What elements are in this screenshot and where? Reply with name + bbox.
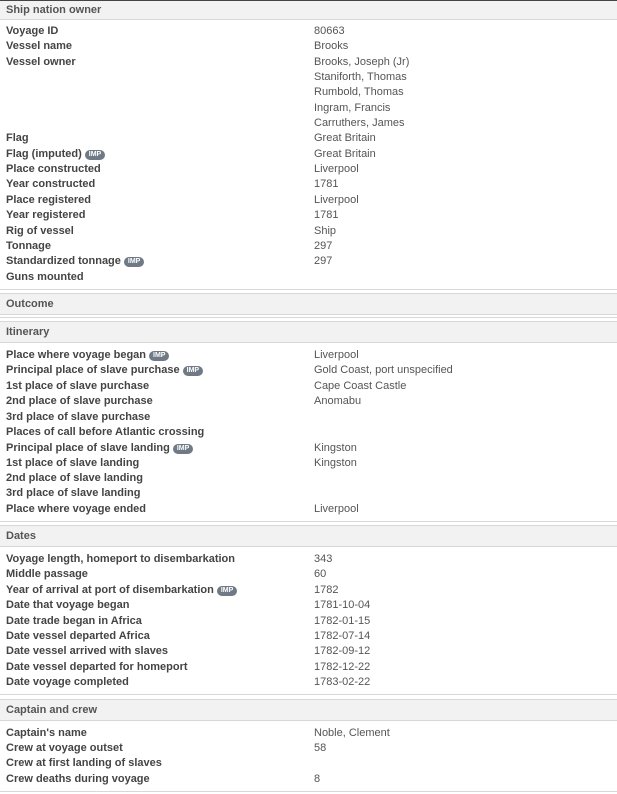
row-voyage-length <box>0 552 617 567</box>
value-voyage-id: 80663 <box>314 25 345 37</box>
section-header-dates: Dates <box>0 525 617 547</box>
value-voyage-ended: Liverpool <box>314 503 359 515</box>
label-crew-deaths: Crew deaths during voyage <box>6 773 150 785</box>
value-landing-1: Kingston <box>314 457 357 469</box>
label-landing-2: 2nd place of slave landing <box>6 472 143 484</box>
imp-badge: IMP <box>183 366 203 376</box>
separator <box>0 289 617 290</box>
label-landing-3: 3rd place of slave landing <box>6 487 141 499</box>
row-vessel-name <box>0 39 617 54</box>
label-voyage-length: Voyage length, homeport to disembarkation <box>6 553 235 565</box>
label-place-constructed: Place constructed <box>6 163 101 175</box>
label-purchase-2: 2nd place of slave purchase <box>6 395 153 407</box>
label-voyage-id: Voyage ID <box>6 25 59 37</box>
label-arrived-slaves: Date vessel arrived with slaves <box>6 645 169 657</box>
row-tonnage <box>0 239 617 254</box>
row-std-tonnage <box>0 254 617 269</box>
value-date-began: 1781-10-04 <box>314 599 371 611</box>
row-place-constructed <box>0 162 617 177</box>
row-voyage-ended <box>0 502 617 517</box>
value-year-registered: 1781 <box>314 209 339 221</box>
label-std-tonnage <box>6 254 144 269</box>
value-voyage-completed: 1783-02-22 <box>314 676 371 688</box>
label-place-registered: Place registered <box>6 194 91 206</box>
row-principal-purchase <box>0 363 617 378</box>
value-place-constructed: Liverpool <box>314 163 359 175</box>
value-captain: Noble, Clement <box>314 727 390 739</box>
label-voyage-began-text: Place where voyage began <box>6 349 147 361</box>
value-owner-4: Ingram, Francis <box>314 102 391 114</box>
section-header-ship: Ship nation owner <box>0 1 617 20</box>
row-date-began <box>0 598 617 613</box>
row-crew-deaths <box>0 772 617 787</box>
label-vessel-name: Vessel name <box>6 40 73 52</box>
row-departed-home <box>0 660 617 675</box>
row-owner-2 <box>0 70 617 85</box>
label-flag-imputed <box>6 147 105 162</box>
row-owner-3 <box>0 85 617 100</box>
value-owner-3: Rumbold, Thomas <box>314 86 404 98</box>
row-voyage-began <box>0 348 617 363</box>
label-tonnage: Tonnage <box>6 240 52 252</box>
label-principal-landing-text: Principal place of slave landing <box>6 442 170 454</box>
value-arrived-slaves: 1782-09-12 <box>314 645 371 657</box>
separator <box>0 694 617 695</box>
value-trade-began: 1782-01-15 <box>314 615 371 627</box>
row-voyage-completed <box>0 675 617 690</box>
row-place-registered <box>0 193 617 208</box>
label-std-tonnage-text: Standardized tonnage <box>6 255 121 267</box>
label-flag-imputed-text: Flag (imputed) <box>6 148 82 160</box>
label-trade-began: Date trade began in Africa <box>6 615 142 627</box>
value-voyage-length: 343 <box>314 553 333 565</box>
imp-badge: IMP <box>124 257 144 267</box>
row-owner-4 <box>0 101 617 116</box>
label-year-registered: Year registered <box>6 209 86 221</box>
label-crew-first-landing: Crew at first landing of slaves <box>6 757 162 769</box>
row-captain <box>0 726 617 741</box>
value-std-tonnage: 297 <box>314 255 333 267</box>
value-departed-africa: 1782-07-14 <box>314 630 371 642</box>
row-landing-2 <box>0 471 617 486</box>
label-principal-purchase <box>6 363 203 378</box>
label-guns: Guns mounted <box>6 271 84 283</box>
label-middle-passage: Middle passage <box>6 568 88 580</box>
label-crew-outset: Crew at voyage outset <box>6 742 123 754</box>
label-purchase-3: 3rd place of slave purchase <box>6 411 151 423</box>
label-landing-1: 1st place of slave landing <box>6 457 140 469</box>
label-year-constructed: Year constructed <box>6 178 96 190</box>
value-principal-landing: Kingston <box>314 442 357 454</box>
row-landing-3 <box>0 486 617 501</box>
separator <box>0 791 617 792</box>
value-voyage-began: Liverpool <box>314 349 359 361</box>
label-departed-home: Date vessel departed for homeport <box>6 661 188 673</box>
row-purchase-3 <box>0 410 617 425</box>
label-voyage-began <box>6 348 169 363</box>
label-flag: Flag <box>6 132 29 144</box>
row-flag-imputed <box>0 147 617 162</box>
imp-badge: IMP <box>149 351 169 361</box>
value-departed-home: 1782-12-22 <box>314 661 371 673</box>
value-purchase-2: Anomabu <box>314 395 362 407</box>
row-purchase-1 <box>0 379 617 394</box>
value-owner-1: Brooks, Joseph (Jr) <box>314 56 410 68</box>
value-arrival-year: 1782 <box>314 584 339 596</box>
value-middle-passage: 60 <box>314 568 327 580</box>
row-vessel-owner <box>0 55 617 70</box>
label-calls: Places of call before Atlantic crossing <box>6 426 205 438</box>
label-arrival-year <box>6 583 237 598</box>
value-crew-outset: 58 <box>314 742 327 754</box>
row-arrived-slaves <box>0 644 617 659</box>
imp-badge: IMP <box>173 444 193 454</box>
label-principal-landing <box>6 441 193 456</box>
row-crew-outset <box>0 741 617 756</box>
label-captain: Captain's name <box>6 727 87 739</box>
row-purchase-2 <box>0 394 617 409</box>
row-year-constructed <box>0 177 617 192</box>
separator <box>0 521 617 522</box>
value-flag: Great Britain <box>314 132 376 144</box>
row-owner-5 <box>0 116 617 131</box>
row-rig <box>0 224 617 239</box>
label-purchase-1: 1st place of slave purchase <box>6 380 150 392</box>
row-arrival-year <box>0 583 617 598</box>
label-voyage-completed: Date voyage completed <box>6 676 129 688</box>
label-arrival-year-text: Year of arrival at port of disembarkation <box>6 584 214 596</box>
label-vessel-owner: Vessel owner <box>6 56 76 68</box>
row-crew-first-landing <box>0 756 617 771</box>
separator <box>0 317 617 318</box>
row-landing-1 <box>0 456 617 471</box>
row-flag <box>0 131 617 146</box>
imp-badge: IMP <box>85 150 105 160</box>
label-rig: Rig of vessel <box>6 225 74 237</box>
imp-badge: IMP <box>217 586 237 596</box>
value-place-registered: Liverpool <box>314 194 359 206</box>
row-year-registered <box>0 208 617 223</box>
row-principal-landing <box>0 441 617 456</box>
section-header-crew: Captain and crew <box>0 699 617 721</box>
row-calls <box>0 425 617 440</box>
label-departed-africa: Date vessel departed Africa <box>6 630 150 642</box>
value-year-constructed: 1781 <box>314 178 339 190</box>
value-rig: Ship <box>314 225 337 237</box>
value-owner-2: Staniforth, Thomas <box>314 71 407 83</box>
value-owner-5: Carruthers, James <box>314 117 405 129</box>
row-voyage-id <box>0 24 617 39</box>
value-tonnage: 297 <box>314 240 333 252</box>
row-trade-began <box>0 614 617 629</box>
value-purchase-1: Cape Coast Castle <box>314 380 407 392</box>
section-header-outcome: Outcome <box>0 293 617 315</box>
label-principal-purchase-text: Principal place of slave purchase <box>6 364 180 376</box>
section-header-itinerary: Itinerary <box>0 321 617 343</box>
value-principal-purchase: Gold Coast, port unspecified <box>314 364 453 376</box>
label-date-began: Date that voyage began <box>6 599 130 611</box>
value-flag-imputed: Great Britain <box>314 148 376 160</box>
value-vessel-name: Brooks <box>314 40 349 52</box>
value-crew-deaths: 8 <box>314 773 321 785</box>
row-departed-africa <box>0 629 617 644</box>
row-middle-passage <box>0 567 617 582</box>
label-voyage-ended: Place where voyage ended <box>6 503 147 515</box>
row-guns <box>0 270 617 285</box>
